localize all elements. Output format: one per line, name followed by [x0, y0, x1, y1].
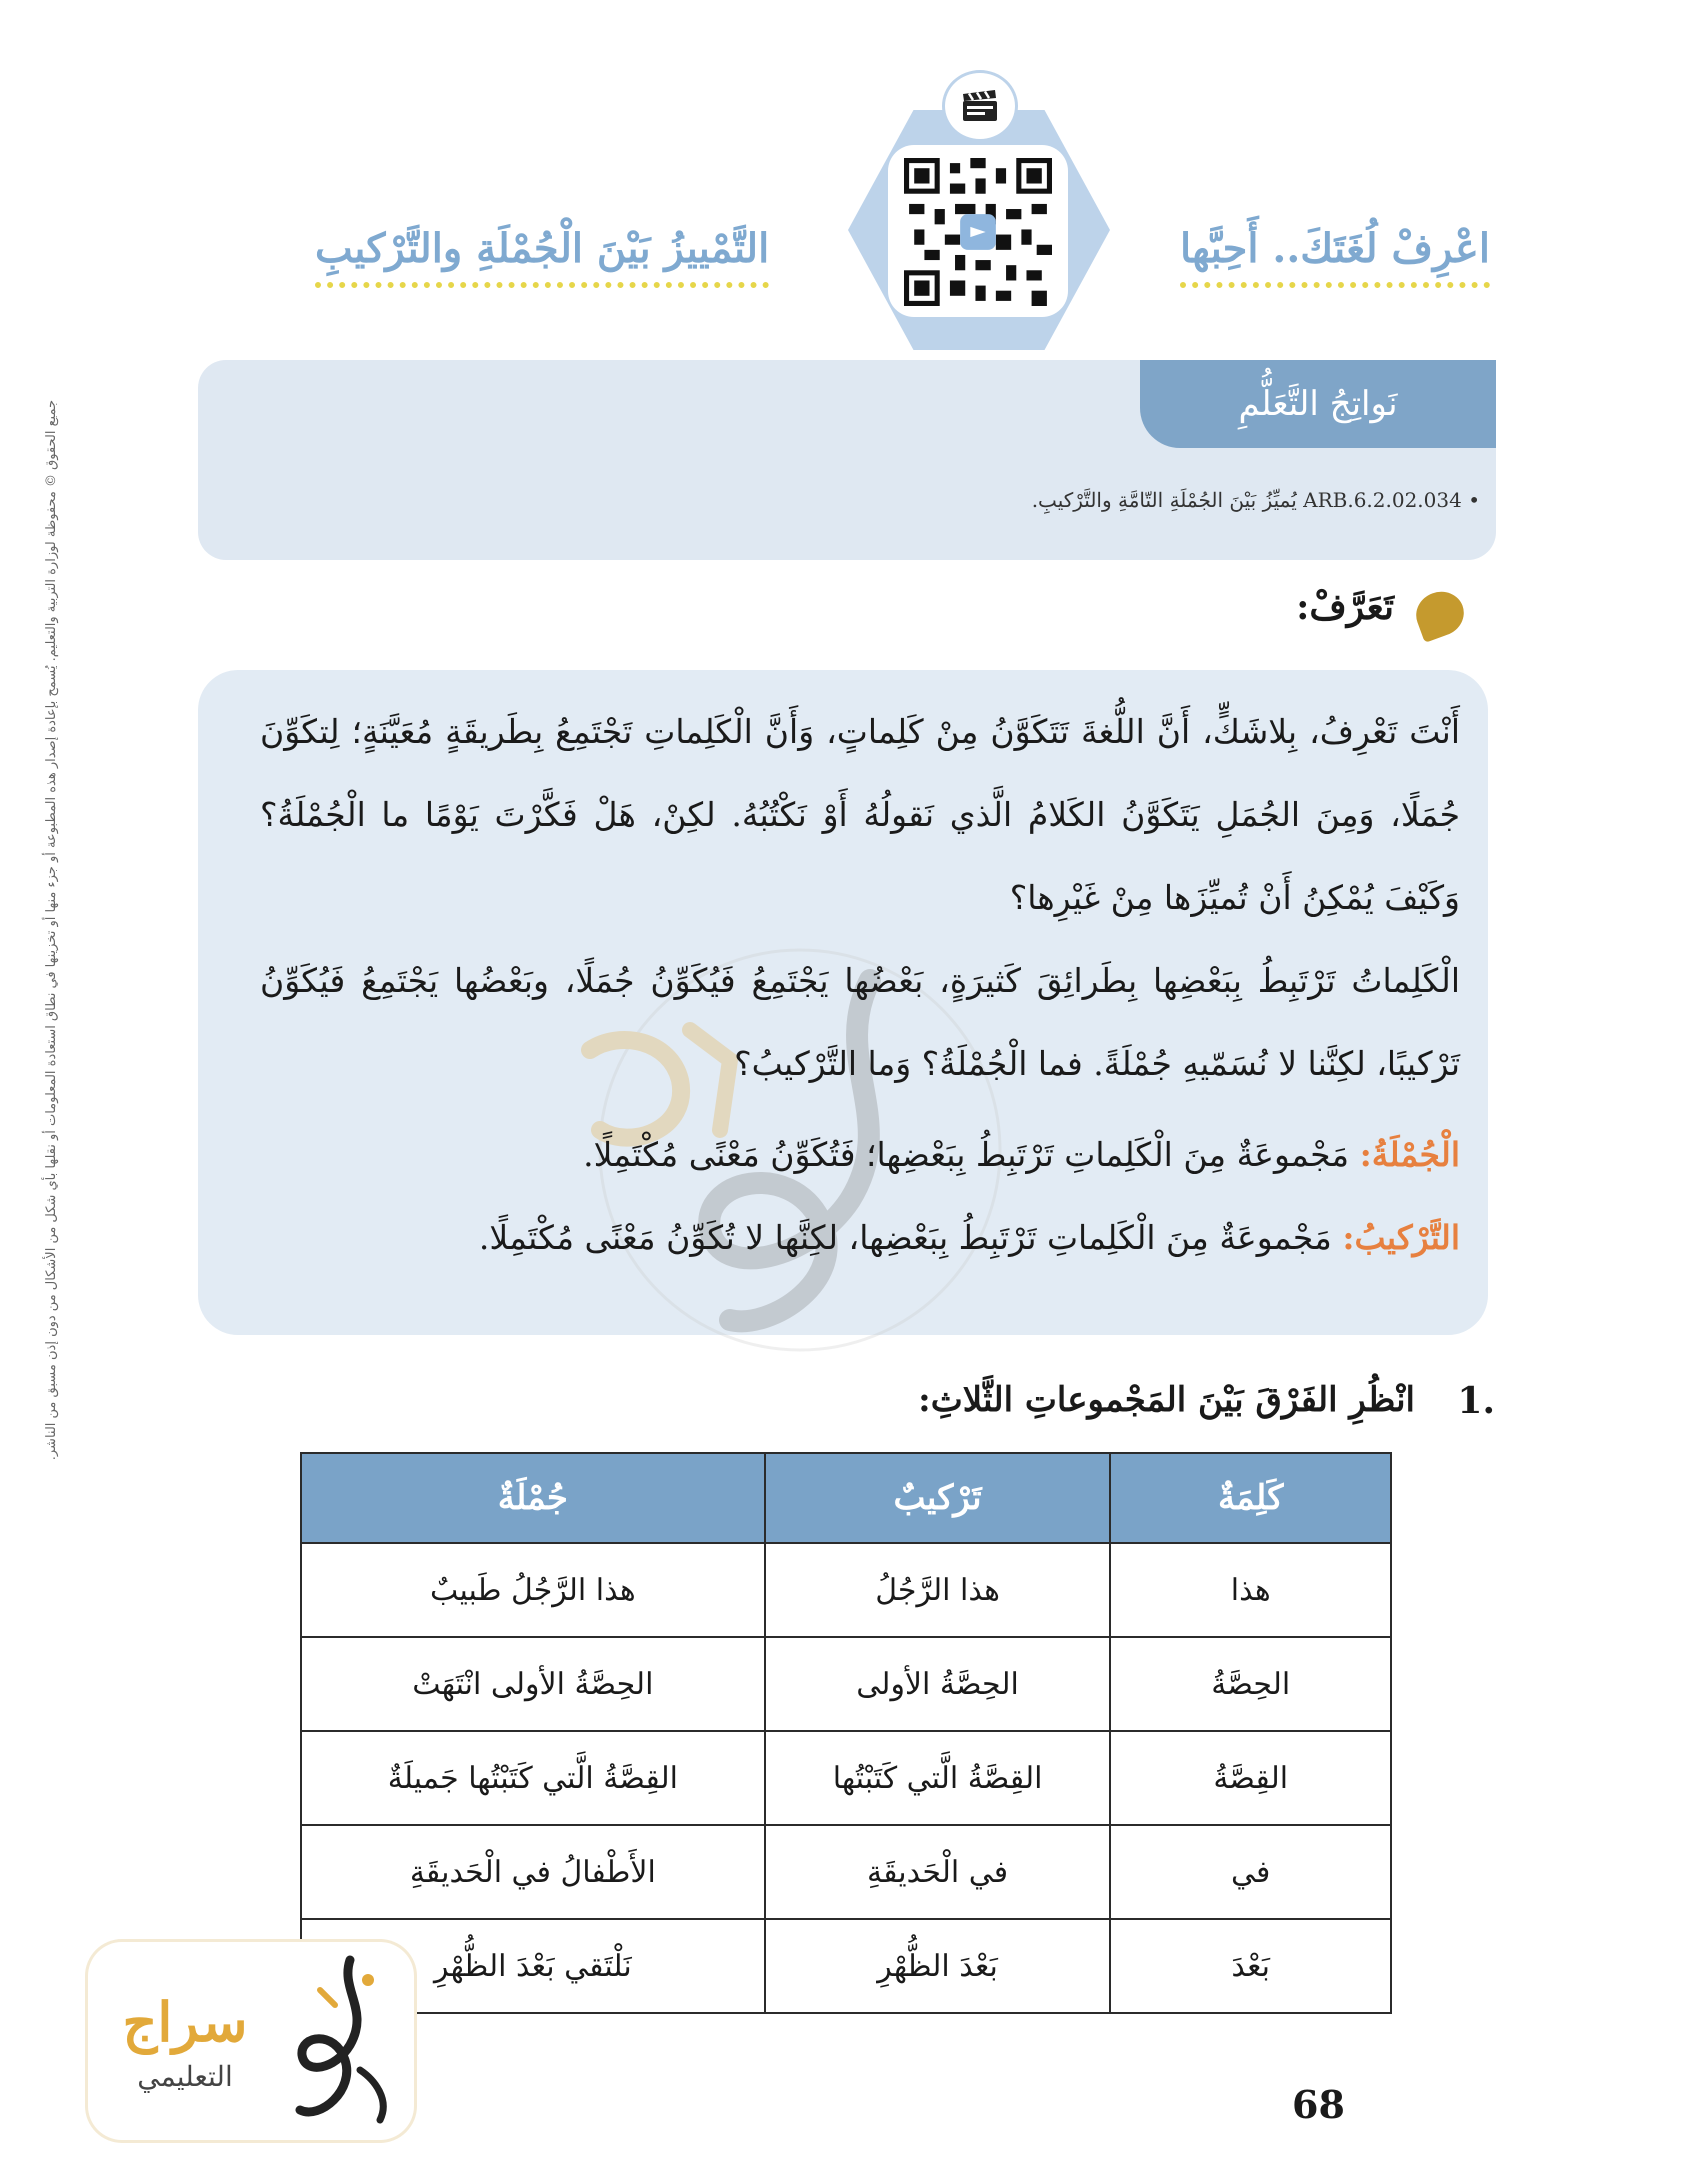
- table-cell: بَعْدَ: [1110, 1919, 1391, 2013]
- table-cell: بَعْدَ الظُّهْرِ: [765, 1919, 1111, 2013]
- table-cell: الحِصَّةُ: [1110, 1637, 1391, 1731]
- table-cell: هذا: [1110, 1543, 1391, 1637]
- header-word: كَلِمَةٌ: [1110, 1453, 1391, 1543]
- table-cell: الحِصَّةُ الأولى: [765, 1637, 1111, 1731]
- learning-outcome-item: [1032, 488, 1480, 512]
- definition-phrase: [479, 1218, 1460, 1257]
- section-marker-icon: [1410, 585, 1470, 643]
- logo-calligraphy-icon: [280, 1950, 408, 2134]
- explanation-paragraph: الْكَلِماتُ تَرْتَبِطُ بِبَعْضِها بِطَرائِقَ كَثيرَةٍ، بَعْضُها يَجْتَمِعُ فَيُكَوِّنُ جُمَلًا، وبَعْضُها يَجْتَمِعُ فَيُكَوِّنُ تَرْكيبًا، لكِنَّنا لا نُسَمّيهِ جُمْلَةً. فما الْجُمْلَةُ؟ وَما التَّرْكيبُ؟: [260, 961, 1460, 1083]
- table-cell: نَلْتَقي بَعْدَ الظُّهْرِ: [301, 1919, 765, 2013]
- table-cell: في الْحَديقَةِ: [765, 1825, 1111, 1919]
- question-text: انْظُرِ الفَرْقَ بَيْنَ المَجْموعاتِ الثَّلاثِ:: [918, 1380, 1415, 1420]
- table-cell: هذا الرَّجُلُ: [765, 1543, 1111, 1637]
- table-row: [301, 1543, 1391, 1637]
- term-sentence: الْجُمْلَةُ:: [1359, 1135, 1460, 1174]
- table-cell: الأَطْفالُ في الْحَديقَةِ: [301, 1825, 765, 1919]
- question-number: 1.: [1457, 1380, 1495, 1422]
- header-sentence: جُمْلَةٌ: [301, 1453, 765, 1543]
- definition-sentence-text: مَجْموعَةٌ مِنَ الْكَلِماتِ تَرْتَبِطُ بِبَعْضِها؛ فَتُكَوِّنُ مَعْنًى مُكْتَمِلًا.: [583, 1135, 1350, 1174]
- header-phrase: تَرْكيبٌ: [765, 1453, 1111, 1543]
- definition-sentence: [583, 1135, 1460, 1174]
- table-row: [301, 1731, 1391, 1825]
- logo-tagline: التعليمي: [137, 2060, 233, 2093]
- logo-name: سراج: [122, 1990, 248, 2054]
- table-row: [301, 1637, 1391, 1731]
- definition-phrase-text: مَجْموعَةٌ مِنَ الْكَلِماتِ تَرْتَبِطُ بِبَعْضِها، لكِنَّها لا تُكَوِّنُ مَعْنًى مُكْتَمِلًا.: [478, 1218, 1332, 1257]
- intro-paragraph: أَنْتَ تَعْرِفُ، بِلاشَكٍّ، أَنَّ اللُّغةَ تَتَكَوَّنُ مِنْ كَلِماتٍ، وَأَنَّ الْكَلِماتِ تَجْتَمِعُ بِطَريقَةٍ مُعَيَّنَةٍ؛ لِتكَوِّنَ جُمَلًا، وَمِنَ الجُمَلِ يَتَكَوَّنُ الكَلامُ الَّذي نَقولُهُ أَوْ نَكْتُبُهُ. لكِنْ، هَلْ فَكَّرْتَ يَوْمًا ما الْجُمْلَةُ؟ وَكَيْفَ يُمْكِنُ أَنْ تُميِّزَها مِنْ غَيْرِها؟: [260, 712, 1460, 917]
- lesson-series-title: اعْرِفْ لُغَتَكَ.. أَحِبَّها: [1180, 225, 1490, 288]
- page-number: 68: [1292, 2082, 1345, 2127]
- outcome-code: ARB.6.2.02.034: [1303, 488, 1462, 512]
- learning-outcomes-tab: نَواتِجُ التَّعَلُّمِ: [1140, 360, 1496, 448]
- table-cell: القِصَّةُ: [1110, 1731, 1391, 1825]
- table-header-row: [301, 1453, 1391, 1543]
- lesson-title: التَّمْييزُ بَيْنَ الْجُمْلَةِ والتَّرْكيبِ: [315, 225, 769, 288]
- term-phrase: التَّرْكيبُ:: [1342, 1218, 1460, 1257]
- table-cell: هذا الرَّجُلُ طَبيبٌ: [301, 1543, 765, 1637]
- comparison-table: [300, 1452, 1392, 2014]
- outcome-text: يُميِّزُ بَيْنَ الجُمْلَةِ التّامَّةِ والتَّرْكيبِ.: [1031, 488, 1297, 512]
- bullet: •: [1468, 488, 1480, 512]
- learn-heading: تَعَرَّفْ:: [1296, 586, 1394, 628]
- table-cell: الحِصَّةُ الأولى انْتَهَتْ: [301, 1637, 765, 1731]
- copyright-note: جميع الحقوق © محفوظة لوزارة التربية والتعليم. يُسمح بإعادة إصدار هذه المطبوعة أو جزء منها أو تخزينها في نطاق استعادة المعلومات أو نقلها بأي شكل من الأشكال من دون إذن مسبق من الناشر.: [44, 400, 59, 1461]
- qr-code-icon[interactable]: [904, 158, 1052, 306]
- table-cell: القِصَّةُ الَّتي كَتَبْتُها: [765, 1731, 1111, 1825]
- table-cell: في: [1110, 1825, 1391, 1919]
- table-row: [301, 1825, 1391, 1919]
- clapperboard-icon: [961, 89, 999, 123]
- table-cell: القِصَّةُ الَّتي كَتَبْتُها جَميلَةٌ: [301, 1731, 765, 1825]
- video-badge[interactable]: [942, 70, 1018, 142]
- table-row: [301, 1919, 1391, 2013]
